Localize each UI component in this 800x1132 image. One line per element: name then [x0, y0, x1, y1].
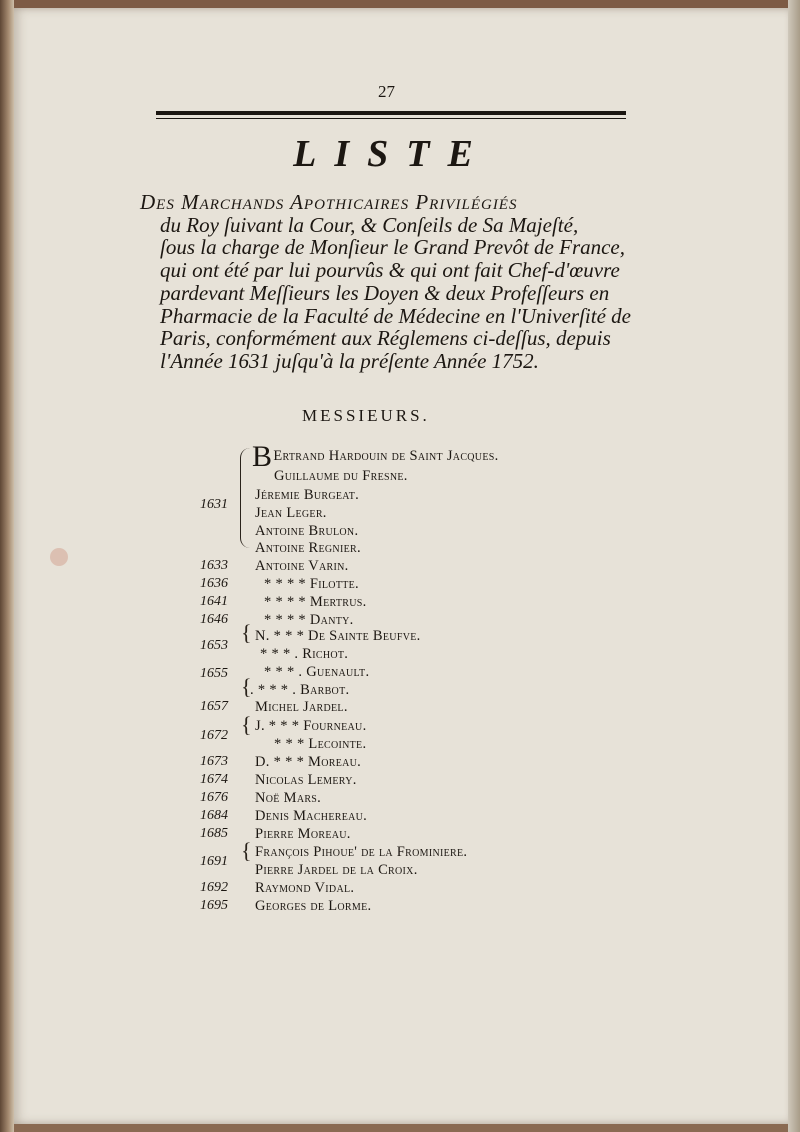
entry-year: 1691	[200, 854, 228, 869]
heading-line: Pharmacie de la Faculté de Médecine en l'Univerſité de	[160, 303, 631, 328]
brace-1672: {	[241, 712, 252, 737]
entry-year: 1692	[200, 880, 228, 895]
page-edge	[788, 0, 800, 1132]
list-item: D. * * * Moreau.	[255, 754, 362, 770]
heading-line: pardevant Meſſieurs les Doyen & deux Profeſſeurs en	[160, 280, 610, 305]
entry-year: 1646	[200, 612, 228, 627]
heading-line: Des Marchands Apothicaires Privilégiés	[140, 190, 518, 214]
entry-year: 1684	[200, 808, 228, 823]
list-item: Jean Leger.	[255, 505, 327, 521]
list-item: Antoine Brulon.	[255, 523, 359, 539]
list-item: * * * * Filotte.	[264, 576, 359, 592]
list-item: J. * * * Fourneau.	[255, 718, 367, 734]
list-item: * * * * Mertrus.	[264, 594, 367, 610]
list-item: Nicolas Lemery.	[255, 772, 357, 788]
list-item: Pierre Moreau.	[255, 826, 351, 842]
entry-year: 1676	[200, 790, 228, 805]
apothecary-list	[12, 8, 792, 1108]
entry-name-rest: Hardouin de Saint Jacques.	[324, 448, 499, 464]
entry-year: 1641	[200, 594, 228, 609]
entry-year: 1636	[200, 576, 228, 591]
list-item: François Pihoue' de la Frominiere.	[255, 844, 468, 860]
list-item: Jéremie Burgeat.	[255, 487, 360, 503]
list-item: Michel Jardel.	[255, 699, 348, 715]
heading-line: Paris, conformément aux Réglemens ci-deſſus, depuis	[160, 326, 611, 351]
brace-1657: {	[241, 674, 252, 699]
list-item	[252, 440, 499, 473]
list-item: Antoine Varin.	[255, 558, 349, 574]
entry-year: 1633	[200, 558, 228, 573]
list-item: Georges de Lorme.	[255, 898, 372, 914]
list-item: Noë Mars.	[255, 790, 322, 806]
entry-year: 1674	[200, 772, 228, 787]
messieurs-heading: MESSIEURS.	[302, 406, 430, 425]
page-number: 27	[378, 82, 395, 101]
list-item: Antoine Regnier.	[255, 540, 361, 556]
list-item: Denis Machereau.	[255, 808, 368, 824]
book-binding	[0, 0, 14, 1132]
entry-year: 1673	[200, 754, 228, 769]
list-item: * * * . Richot.	[260, 646, 349, 662]
brace-1653: {	[241, 620, 252, 645]
entry-year: 1653	[200, 638, 228, 653]
heading-line: du Roy ſuivant la Cour, & Conſeils de Sa Majeſté,	[160, 212, 579, 237]
list-item: . * * * . Barbot.	[250, 682, 350, 698]
entry-year: 1672	[200, 728, 228, 743]
entry-year: 1685	[200, 826, 228, 841]
page-title: LISTE	[293, 133, 491, 175]
book-page	[12, 8, 792, 1124]
brace-1631	[240, 448, 251, 548]
heading-line: ſous la charge de Monſieur le Grand Prevôt de France,	[160, 235, 626, 260]
entry-name: Ertrand	[273, 448, 325, 464]
heading-line: l'Année 1631 juſqu'à la préſente Année 1752.	[160, 348, 539, 373]
list-item: * * * Lecointe.	[274, 736, 367, 752]
entry-year: 1657	[200, 699, 228, 714]
list-item: Pierre Jardel de la Croix.	[255, 862, 418, 878]
list-item: Raymond Vidal.	[255, 880, 355, 896]
list-item: * * * . Guenault.	[264, 664, 370, 680]
list-item: N. * * * De Sainte Beufve.	[255, 628, 421, 644]
brace-1691: {	[241, 838, 252, 863]
entry-year: 1695	[200, 898, 228, 913]
drop-cap: B	[252, 440, 273, 473]
entry-year: 1655	[200, 666, 228, 681]
list-item: * * * * Danty.	[264, 612, 354, 628]
list-item: Guillaume du Fresne.	[274, 468, 408, 484]
heading-line: qui ont été par lui pourvûs & qui ont fait Chef-d'œuvre	[160, 258, 620, 283]
entry-year: 1631	[200, 497, 228, 512]
